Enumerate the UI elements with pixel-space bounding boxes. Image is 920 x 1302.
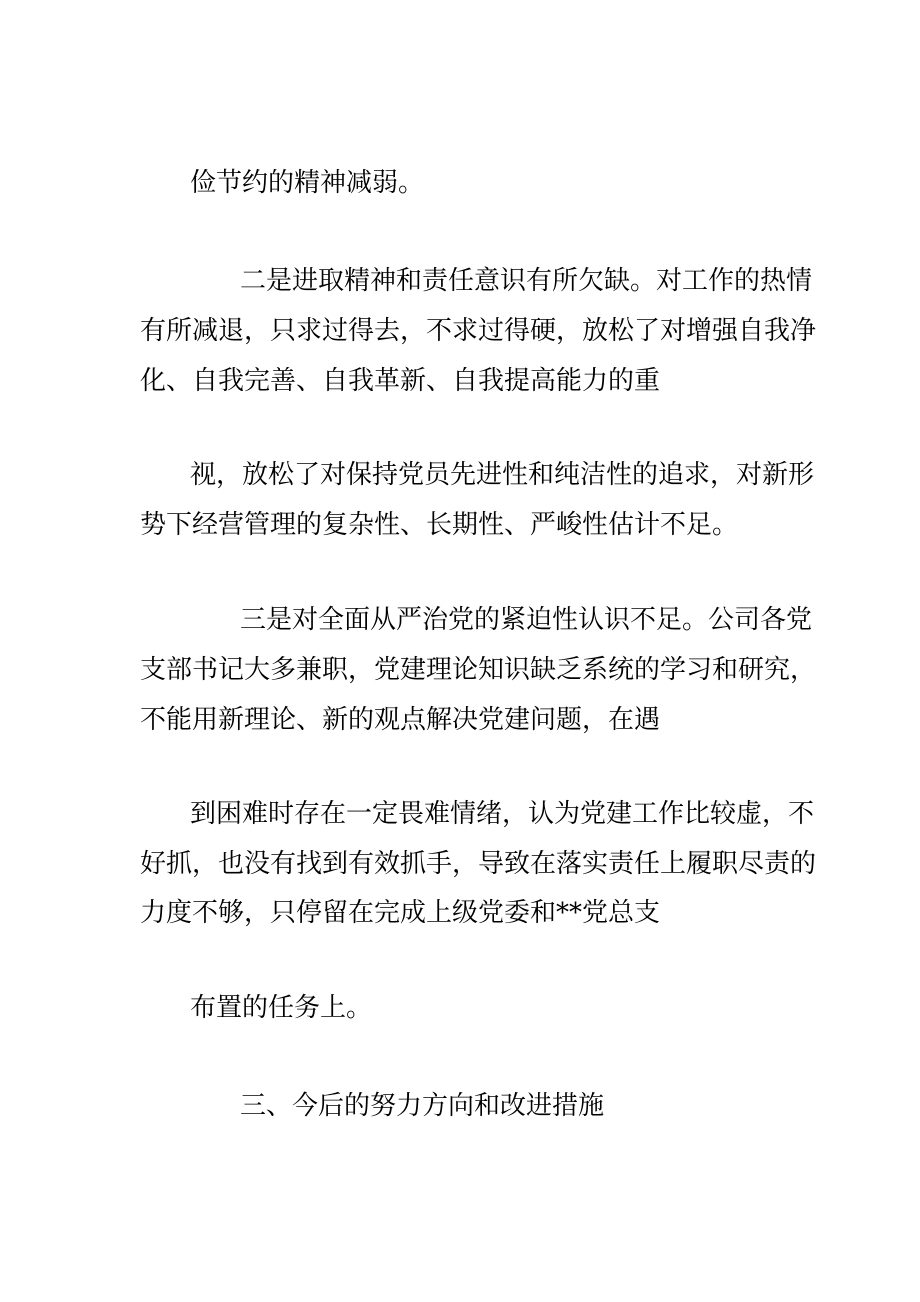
text-line-6: 势下经营管理的复杂性、长期性、严峻性估计不足。 [140,510,739,540]
section-heading: 三、今后的努力方向和改进措施 [240,1091,605,1121]
text-line-8: 支部书记大多兼职，党建理论知识缺乏系统的学习和研究， [140,655,817,685]
text-line-1: 俭节约的精神减弱。 [190,168,425,198]
text-line-4: 化、自我完善、自我革新、自我提高能力的重 [140,366,661,396]
text-line-9: 不能用新理论、新的观点解决党建问题，在遇 [140,705,661,735]
text-line-12: 力度不够，只停留在完成上级党委和**党总支 [140,898,661,928]
text-line-2: 二是进取精神和责任意识有所欠缺。对工作的热情 [240,266,813,296]
text-line-7: 三是对全面从严治党的紧迫性认识不足。公司各党 [240,605,813,635]
text-line-10: 到困难时存在一定畏难情绪，认为党建工作比较虚，不 [190,799,815,829]
text-line-11: 好抓，也没有找到有效抓手，导致在落实责任上履职尽责的 [140,849,817,879]
text-line-5: 视，放松了对保持党员先进性和纯洁性的追求，对新形 [190,460,815,490]
text-line-13: 布置的任务上。 [190,993,373,1023]
text-line-3: 有所减退，只求过得去，不求过得硬，放松了对增强自我净 [140,316,817,346]
